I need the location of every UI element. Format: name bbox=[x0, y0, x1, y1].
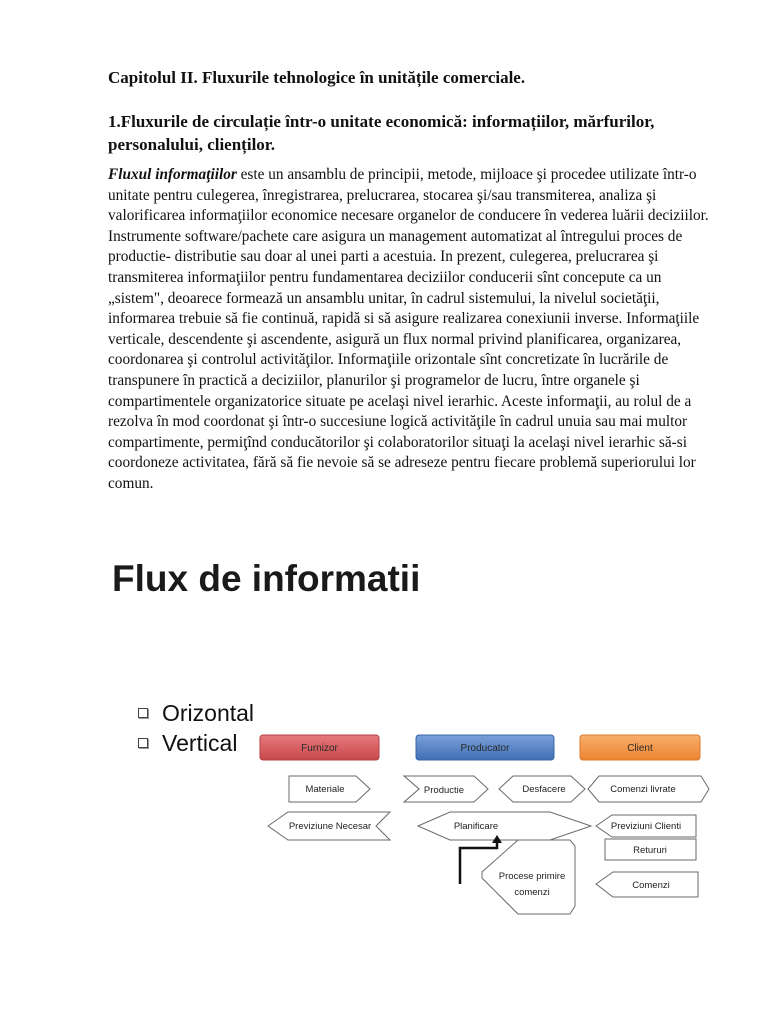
slide-title: Flux de informatii bbox=[112, 558, 421, 599]
svg-text:Retururi: Retururi bbox=[633, 845, 667, 856]
node-desfacere bbox=[499, 776, 585, 802]
node-planificare bbox=[418, 812, 591, 840]
svg-text:Comenzi: Comenzi bbox=[632, 880, 670, 891]
header-furnizor bbox=[260, 735, 379, 760]
node-previziune-necesar bbox=[268, 812, 390, 840]
svg-text:Productie: Productie bbox=[423, 785, 465, 796]
svg-text:Procese primire: Procese primire bbox=[498, 871, 566, 882]
node-comenzi-livrate bbox=[588, 776, 709, 802]
header-producator bbox=[416, 735, 554, 760]
svg-text:Furnizor: Furnizor bbox=[301, 743, 338, 754]
svg-text:Previziuni Clienti: Previziuni Clienti bbox=[610, 821, 682, 832]
section-title: 1.Fluxurile de circulație într-o unitate economică: informațiilor, mărfurilor, personalului, clienților. bbox=[108, 112, 655, 154]
bullet-label: Orizontal bbox=[162, 700, 255, 726]
node-procese-primire-comenzi bbox=[482, 840, 575, 914]
node-productie bbox=[404, 776, 488, 802]
svg-text:Planificare: Planificare bbox=[453, 821, 499, 832]
svg-text:Previziune Necesar: Previziune Necesar bbox=[288, 821, 372, 832]
node-previziuni-clienti bbox=[596, 815, 696, 837]
paragraph-body: este un ansamblu de principii, metode, mijloace şi procedee utilizate într-o unitate pentru culegerea, înregistrarea, prelucrarea, stocarea şi/sau transmiterea, analiza şi valorificarea informaţiilor economice necesare organelor de conducere în vederea luării deciziilor. Instrumente software/pachete care asigura un management automatizat al întregului proces de productie- distributie sau doar al unei parti a acestuia. In prezent, culegerea, prelucrarea şi transmiterea informaţiilor pentru fundamentarea deciziilor conducerii sînt concepute ca un „sistem", deoarece formează un ansamblu unitar, în cadrul sistemului, la nivelul societăţii, informarea trebuie să fie continuă, rapidă si să asigure realizarea conexiunii inverse. Informaţiile verticale, descendente şi ascendente, asigură un flux normal privind planificarea, organizarea, coordonarea şi controlul activităţilor. Informaţiile orizontale sînt concretizate în lucrările de transpunere în practică a deciziilor, planurilor şi programelor de lucru, între organele şi compartimentele organizatorice situate pe acelaşi nivel ierarhic. Aceste informaţii, au rolul de a rezolva în mod coordonat şi într-o succesiune logică activităţile în cadrul unuia sau mai multor compartimente, permiţînd conducătorilor şi colaboratorilor situaţi la acelaşi nivel ierarhic să-si coordoneze activitatea, fără să fie nevoie să se adreseze pentru fiecare problemă superiorului lor comun. bbox=[108, 166, 709, 492]
paragraph-lead: Fluxul informaţiilor bbox=[108, 166, 237, 183]
svg-text:Materiale: Materiale bbox=[305, 784, 345, 795]
node-retururi bbox=[605, 839, 696, 860]
svg-text:comenzi: comenzi bbox=[514, 887, 550, 898]
svg-text:Client: Client bbox=[627, 743, 653, 754]
node-materiale bbox=[289, 776, 370, 802]
header-client bbox=[580, 735, 700, 760]
svg-text:Desfacere: Desfacere bbox=[522, 784, 566, 795]
bullet-label: Vertical bbox=[162, 730, 238, 756]
chapter-title: Capitolul II. Fluxurile tehnologice în unitățile comerciale. bbox=[108, 68, 526, 87]
node-comenzi bbox=[596, 872, 698, 897]
svg-text:Comenzi livrate: Comenzi livrate bbox=[610, 784, 676, 795]
svg-text:Producator: Producator bbox=[460, 743, 510, 754]
